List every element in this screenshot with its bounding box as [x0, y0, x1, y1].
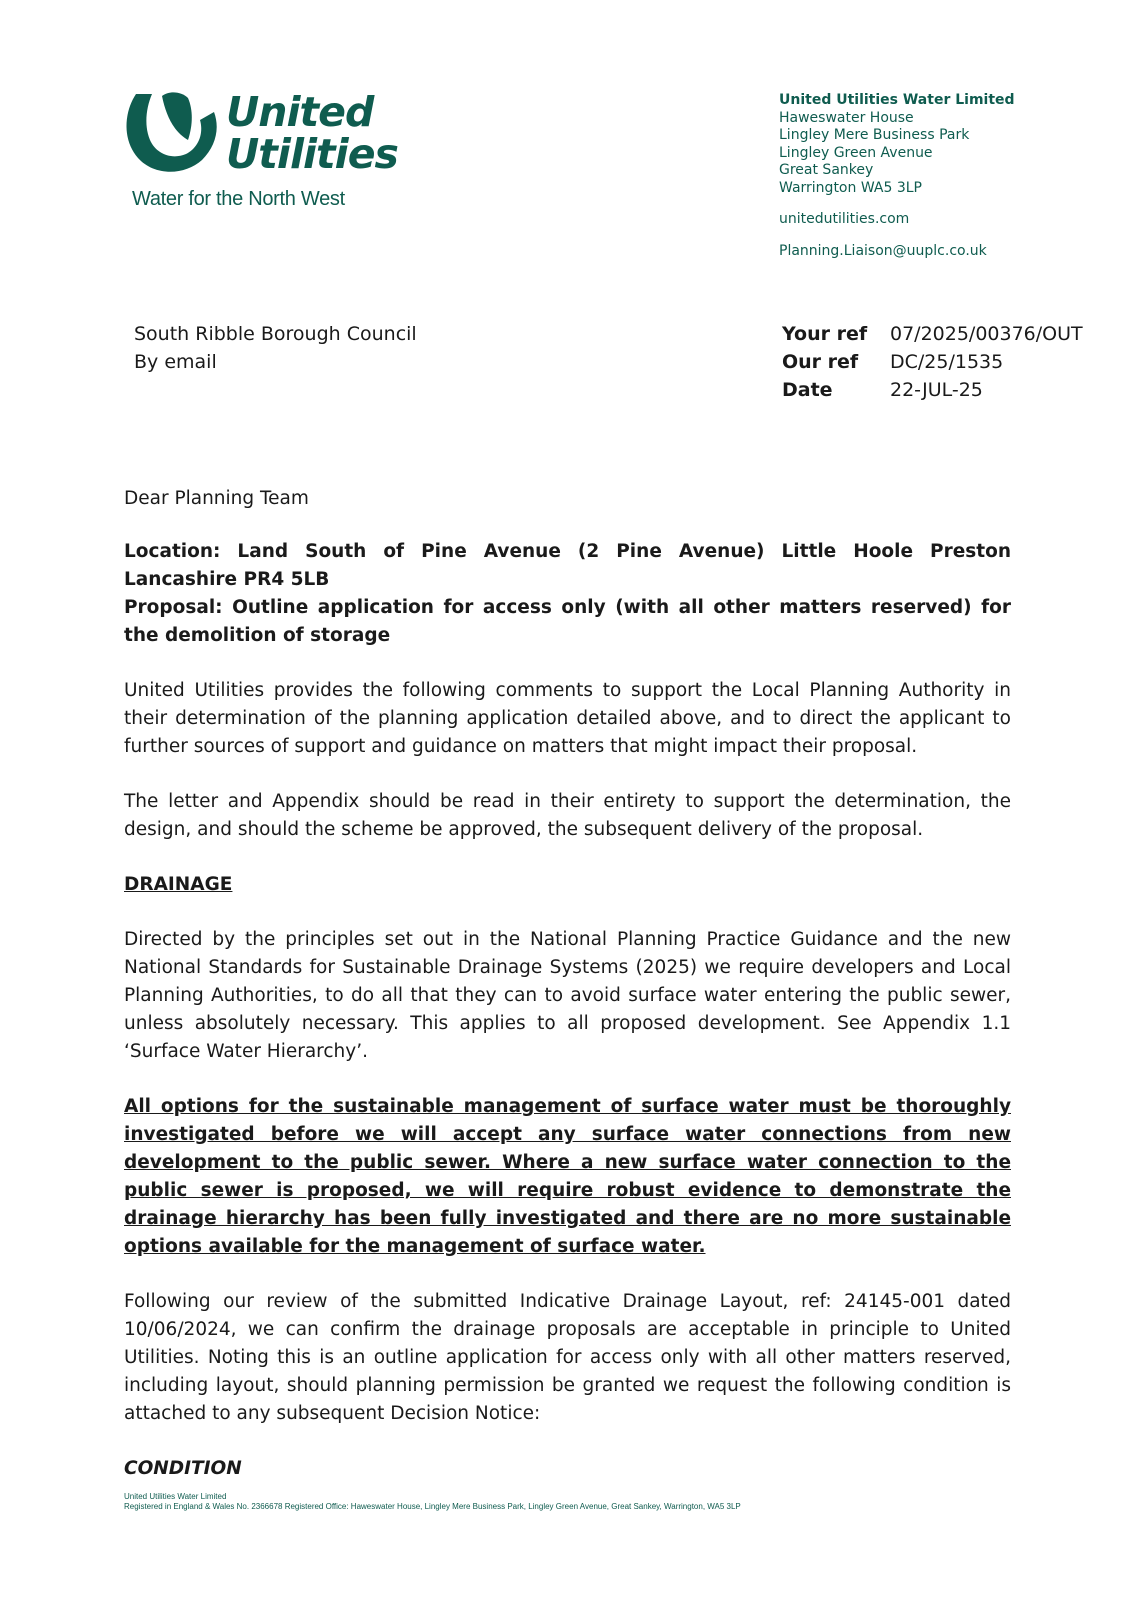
logo-word-utilities: Utilities: [226, 130, 398, 178]
proposal-line: Proposal: Outline application for access only (with all other matters reserved) for the demolition of storage: [124, 597, 1011, 646]
ref-value: DC/25/1535: [890, 351, 1004, 373]
location-line: Location: Land South of Pine Avenue (2 Pine Avenue) Little Hoole Preston Lancashire PR4 5LB: [124, 541, 1011, 590]
sender-address-block: [779, 92, 1015, 260]
ref-label: Our ref: [782, 351, 859, 373]
salutation: Dear Planning Team: [124, 488, 309, 509]
ref-value: 22-JUL-25: [890, 379, 983, 401]
ref-row-date: [782, 376, 1083, 404]
footer-company: United Utilities Water Limited: [124, 1492, 227, 1501]
reference-block: [782, 320, 1083, 404]
condition-heading: CONDITION: [124, 1458, 242, 1479]
address-line: Great Sankey: [779, 162, 874, 178]
sender-company: United Utilities Water Limited: [779, 92, 1015, 108]
logo-tagline: Water for the North West: [132, 188, 345, 210]
ref-row-our-ref: [782, 348, 1083, 376]
address-line: Haweswater House: [779, 109, 914, 126]
sender-website[interactable]: unitedutilities.com: [779, 211, 910, 227]
letter-body: [124, 485, 1011, 1483]
ref-value: 07/2025/00376/OUT: [890, 323, 1083, 345]
appendix-paragraph: The letter and Appendix should be read in their entirety to support the determination, the design, and should the scheme be approved, the subsequent delivery of the proposal.: [124, 791, 1011, 840]
ref-row-your-ref: [782, 320, 1083, 348]
recipient-name: South Ribble Borough Council: [134, 323, 417, 345]
ref-label: Your ref: [782, 323, 868, 345]
recipient-delivery: By email: [134, 351, 217, 373]
logo-word-united: United: [226, 88, 374, 136]
drainage-heading: DRAINAGE: [124, 874, 233, 895]
logo-mark-icon: [122, 88, 222, 178]
address-line: Warrington WA5 3LP: [779, 179, 922, 196]
sender-email[interactable]: Planning.Liaison@uuplc.co.uk: [779, 242, 987, 259]
intro-paragraph: United Utilities provides the following comments to support the Local Planning Authority in their determination of the planning application detailed above, and to direct the applicant to further sources of support and guidance on matters that might impact their proposal.: [124, 680, 1011, 757]
footer-registration: Registered in England & Wales No. 2366678 Registered Office: Haweswater House, Lingley Mere Business Park, Lingley Green Avenue, Great Sankey, Warrington, WA5 3LP: [124, 1502, 741, 1511]
review-paragraph: Following our review of the submitted Indicative Drainage Layout, ref: 24145-001 dated 10/06/2024, we can confirm the drainage proposals are acceptable in principle to United Utilities. Noting this is an outline application for access only with all other matters reserved, including layout, should planning permission be granted we request the following condition is attached to any subsequent Decision Notice:: [124, 1291, 1011, 1424]
ref-label: Date: [782, 379, 833, 401]
address-line: Lingley Mere Business Park: [779, 127, 970, 143]
page-footer: [124, 1492, 741, 1512]
united-utilities-logo: [122, 88, 398, 218]
drainage-paragraph: Directed by the principles set out in the National Planning Practice Guidance and the new National Standards for Sustainable Drainage Systems (2025) we require developers and Local Planning Authorities, to do all that they can to avoid surface water entering the public sewer, unless absolutely necessary. This applies to all proposed development. See Appendix 1.1 ‘Surface Water Hierarchy’.: [124, 929, 1011, 1062]
surface-water-emphasis: All options for the sustainable management of surface water must be thoroughly investigated before we will accept any surface water connections from new development to the public sewer. Where a new surface water connection to the public sewer is proposed, we will require robust evidence to demonstrate the drainage hierarchy has been fully investigated and there are no more sustainable options available for the management of surface water.: [124, 1096, 1011, 1257]
recipient-block: [134, 320, 417, 376]
address-line: Lingley Green Avenue: [779, 144, 933, 161]
